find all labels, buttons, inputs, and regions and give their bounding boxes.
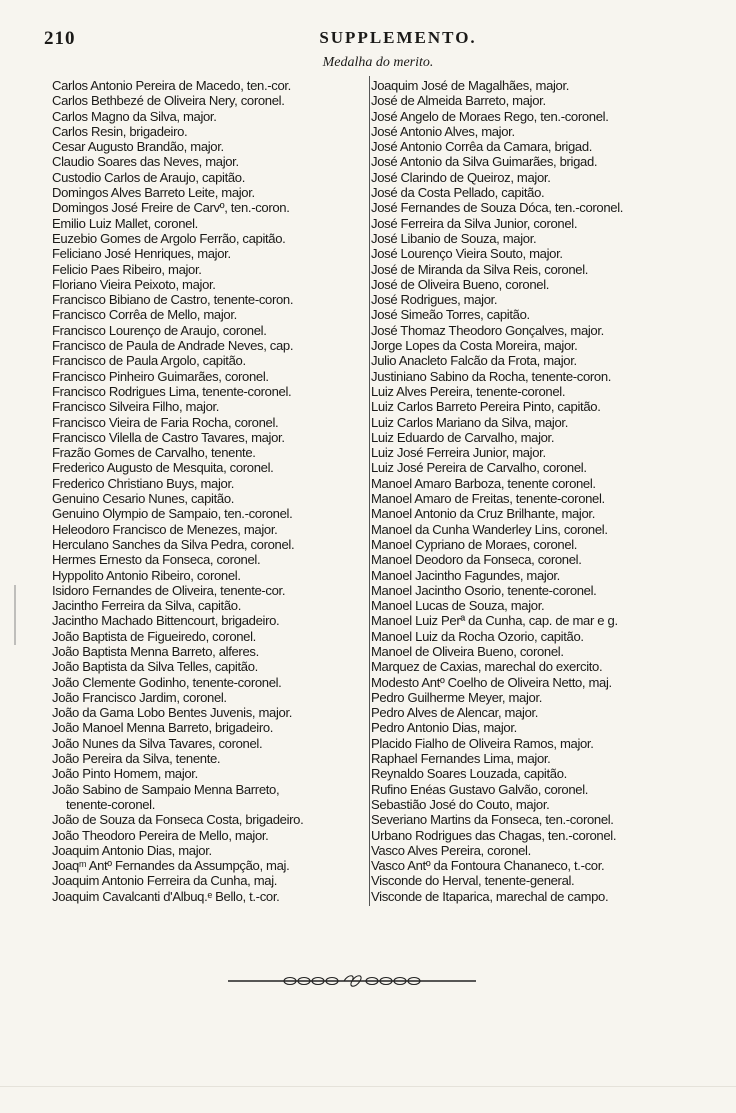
roster-entry: João Clemente Godinho, tenente-coronel. (52, 674, 282, 690)
roster-entry: Joaquim Antonio Ferreira da Cunha, maj. (52, 873, 278, 889)
roster-entry: José Lourenço Vieira Souto, major. (371, 246, 563, 262)
roster-entry: João Nunes da Silva Tavares, coronel. (52, 735, 263, 751)
roster-entry: Cesar Augusto Brandão, major. (52, 139, 224, 155)
roster-entry: Manoel Antonio da Cruz Brilhante, major. (371, 506, 596, 522)
roster-entry: José Simeão Torres, capitão. (371, 307, 530, 323)
roster-entry: José Antonio Corrêa da Camara, brigad. (371, 139, 593, 155)
roster-entry: Rufino Enéas Gustavo Galvão, coronel. (371, 781, 589, 797)
roster-entry: João Francisco Jardim, coronel. (52, 689, 227, 705)
roster-entry: Francisco de Paula Argolo, capitão. (52, 353, 246, 369)
roster-entry: João Baptista da Silva Telles, capitão. (52, 659, 258, 675)
roster-entry: Reynaldo Soares Louzada, capitão. (371, 766, 567, 782)
roster-entry: José da Costa Pellado, capitão. (371, 185, 545, 201)
left-column (52, 78, 370, 904)
roster-entry: Custodio Carlos de Araujo, capitão. (52, 169, 246, 185)
roster-entry: Domingos José Freire de Carvº, ten.-coron. (52, 200, 290, 216)
roster-entry: Hyppolito Antonio Ribeiro, coronel. (52, 567, 241, 583)
roster-entry: Francisco Silveira Filho, major. (52, 399, 220, 415)
roster-entry: Jorge Lopes da Costa Moreira, major. (371, 338, 578, 354)
roster-entry: Francisco Rodrigues Lima, tenente-coronel. (52, 383, 292, 399)
roster-entry: Francisco Vieira de Faria Rocha, coronel. (52, 414, 279, 430)
roster-entry: Modesto Antº Coelho de Oliveira Netto, maj. (371, 674, 612, 690)
roster-entry: José Fernandes de Souza Dóca, ten.-coronel. (371, 200, 624, 216)
roster-entry: Frederico Augusto de Mesquita, coronel. (52, 460, 274, 476)
roster-entry: Manoel da Cunha Wanderley Lins, coronel. (371, 521, 608, 537)
roster-entry: Vasco Antº da Fontoura Chananeco, t.-cor. (371, 858, 605, 874)
roster-entry: Carlos Antonio Pereira de Macedo, ten.-cor. (52, 78, 291, 93)
roster-entry: Claudio Soares das Neves, major. (52, 154, 239, 170)
roster-entry: Manoel Luiz da Rocha Ozorio, capitão. (371, 628, 584, 644)
roster-entry: Heleodoro Francisco de Menezes, major. (52, 521, 278, 537)
page-edge-mark (0, 585, 16, 645)
roster-entry: João Sabino de Sampaio Menna Barreto, (52, 781, 280, 797)
roster-entry: Manoel Amaro de Freitas, tenente-coronel. (371, 491, 605, 507)
roster-entry: José Clarindo de Queiroz, major. (371, 169, 551, 185)
roster-entry: João Pereira da Silva, tenente. (52, 751, 221, 767)
roster-entry: Justiniano Sabino da Rocha, tenente-coron. (371, 368, 612, 384)
roster-entry: Jacintho Machado Bittencourt, brigadeiro. (52, 613, 280, 629)
roster-entry: José Antonio da Silva Guimarães, brigad. (371, 154, 598, 170)
roster-entry: Luiz Alves Pereira, tenente-coronel. (371, 383, 566, 399)
roster-entry: Frederico Christiano Buys, major. (52, 475, 235, 491)
roster-entry: Manoel Jacintho Fagundes, major. (371, 567, 560, 583)
column-divider (369, 76, 370, 906)
roster-entry: José Libanio de Souza, major. (371, 230, 537, 246)
scan-artifact-line (0, 1086, 736, 1087)
running-title: SUPPLEMENTO. (319, 28, 477, 47)
roster-entry: João da Gama Lobo Bentes Juvenis, major. (52, 705, 293, 721)
roster-entry: Luiz Carlos Barreto Pereira Pinto, capitão. (371, 399, 601, 415)
roster-entry: Luiz Eduardo de Carvalho, major. (371, 429, 555, 445)
roster-entry: Sebastião José do Couto, major. (371, 796, 550, 812)
roster-entry: Manoel Lucas de Souza, major. (371, 598, 545, 614)
roster-entry: João Baptista Menna Barreto, alferes. (52, 643, 259, 659)
roster-entry: Genuino Olympio de Sampaio, ten.-coronel. (52, 506, 293, 522)
roster-entry: Luiz Carlos Mariano da Silva, major. (371, 414, 568, 430)
roster-entry: Francisco Bibiano de Castro, tenente-coron. (52, 292, 294, 308)
roster-entry: Pedro Alves de Alencar, major. (371, 705, 539, 721)
roster-entry: José de Oliveira Bueno, coronel. (371, 276, 550, 292)
roster-entry: Domingos Alves Barreto Leite, major. (52, 185, 255, 201)
ornamental-rule (228, 972, 476, 990)
roster-entry: Herculano Sanches da Silva Pedra, coronel. (52, 536, 295, 552)
roster-entry: Carlos Bethbezé de Oliveira Nery, coronel. (52, 93, 285, 109)
roster-entry: João Baptista de Figueiredo, coronel. (52, 628, 256, 644)
roster-entry: Joaquim Cavalcanti d'Albuq.ᵉ Bello, t.-cor. (52, 888, 280, 904)
roster-entry: Manoel Jacintho Osorio, tenente-coronel. (371, 582, 597, 598)
roster-entry: Visconde de Itaparica, marechal de campo. (371, 888, 609, 904)
roster-entry: José Ferreira da Silva Junior, coronel. (371, 215, 578, 231)
roster-entry: Joaquim Antonio Dias, major. (52, 842, 212, 858)
roster-entry: Manoel de Oliveira Bueno, coronel. (371, 643, 564, 659)
section-title: Medalha do merito. (322, 55, 434, 70)
roster-entry: Isidoro Fernandes de Oliveira, tenente-cor. (52, 582, 286, 598)
roster-entry: Francisco Pinheiro Guimarães, coronel. (52, 368, 269, 384)
roster-entry: Feliciano José Henriques, major. (52, 246, 231, 262)
roster-entry: Hermes Ernesto da Fonseca, coronel. (52, 552, 261, 568)
roster-entry: Luiz José Ferreira Junior, major. (371, 445, 546, 461)
roster-entry: Euzebio Gomes de Argolo Ferrão, capitão. (52, 230, 286, 246)
roster-entry: Francisco de Paula de Andrade Neves, cap. (52, 338, 294, 354)
roster-entry: Genuino Cesario Nunes, capitão. (52, 491, 235, 507)
roster-entry: João Manoel Menna Barreto, brigadeiro. (52, 720, 274, 736)
roster-entry: Felicio Paes Ribeiro, major. (52, 261, 202, 277)
roster-entry: José de Miranda da Silva Reis, coronel. (371, 261, 589, 277)
roster-entry: José de Almeida Barreto, major. (371, 93, 546, 109)
roster-entry: Joaqᵐ Antº Fernandes da Assumpção, maj. (52, 858, 290, 874)
roster-entry: Severiano Martins da Fonseca, ten.-coronel. (371, 812, 614, 828)
roster-entry: Carlos Resin, brigadeiro. (52, 123, 188, 139)
roster-entry: João Theodoro Pereira de Mello, major. (52, 827, 269, 843)
roster-entry: Manoel Deodoro da Fonseca, coronel. (371, 552, 582, 568)
roster-entry: Urbano Rodrigues das Chagas, ten.-coronel. (371, 827, 617, 843)
roster-entry: José Antonio Alves, major. (371, 123, 515, 139)
roster-entry: Visconde do Herval, tenente-general. (371, 873, 575, 889)
roster-entry: Manoel Cypriano de Moraes, coronel. (371, 536, 578, 552)
right-column (371, 78, 693, 904)
roster-entry: tenente-coronel. (66, 796, 156, 812)
roster-entry: Francisco Corrêa de Mello, major. (52, 307, 237, 323)
roster-entry: Marquez de Caxias, marechal do exercito. (371, 659, 603, 675)
roster-entry: Placido Fialho de Oliveira Ramos, major. (371, 735, 594, 751)
roster-entry: Manoel Amaro Barboza, tenente coronel. (371, 475, 596, 491)
roster-entry: Pedro Antonio Dias, major. (371, 720, 517, 736)
roster-entry: Raphael Fernandes Lima, major. (371, 751, 551, 767)
roster-entry: Luiz José Pereira de Carvalho, coronel. (371, 460, 587, 476)
roster-entry: Floriano Vieira Peixoto, major. (52, 276, 216, 292)
roster-entry: Francisco Vilella de Castro Tavares, major. (52, 429, 285, 445)
roster-entry: Joaquim José de Magalhães, major. (371, 78, 570, 93)
roster-entry: Carlos Magno da Silva, major. (52, 108, 217, 124)
roster-entry: Manoel Luiz Perª da Cunha, cap. de mar e g. (371, 613, 618, 629)
roster-entry: José Angelo de Moraes Rego, ten.-coronel. (371, 108, 609, 124)
roster-entry: Julio Anacleto Falcão da Frota, major. (371, 353, 577, 369)
roster-entry: José Thomaz Theodoro Gonçalves, major. (371, 322, 604, 338)
roster-entry: João Pinto Homem, major. (52, 766, 198, 782)
page-number: 210 (44, 28, 76, 49)
roster-entry: Francisco Lourenço de Araujo, coronel. (52, 322, 267, 338)
roster-entry: Vasco Alves Pereira, coronel. (371, 842, 531, 858)
roster-entry: João de Souza da Fonseca Costa, brigadeiro. (52, 812, 304, 828)
roster-entry: Emilio Luiz Mallet, coronel. (52, 215, 198, 231)
roster-entry: Pedro Guilherme Meyer, major. (371, 689, 543, 705)
roster-entry: Jacintho Ferreira da Silva, capitão. (52, 598, 241, 614)
roster-entry: Frazão Gomes de Carvalho, tenente. (52, 445, 256, 461)
roster-entry: José Rodrigues, major. (371, 292, 498, 308)
